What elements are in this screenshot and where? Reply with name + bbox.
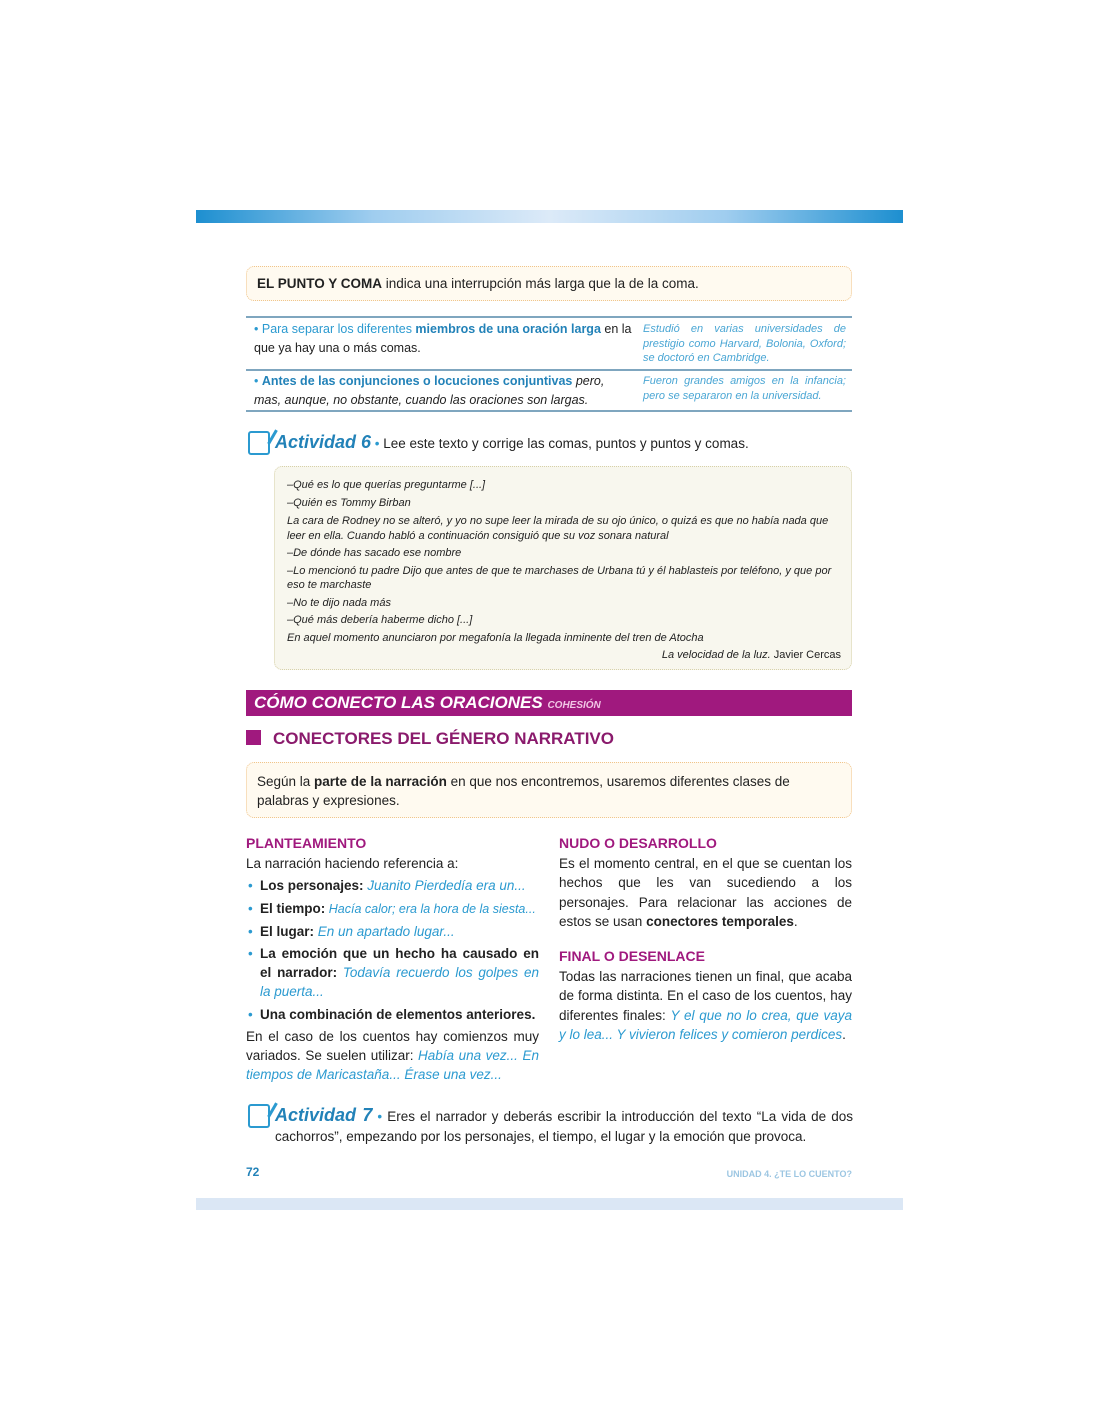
divider bbox=[246, 316, 852, 318]
punctuation: . bbox=[842, 1026, 846, 1042]
item-label: Los personajes: bbox=[260, 878, 364, 894]
source-author: Javier Cercas bbox=[770, 649, 841, 661]
top-decorative-bar bbox=[196, 210, 903, 223]
quote-source bbox=[287, 647, 841, 665]
nudo-heading: NUDO O DESARROLLO bbox=[559, 835, 717, 851]
rule-1-example: Estudió en varias universidades de prestigio como Harvard, Bolonia, Oxford; se doctoró en Cambridge. bbox=[643, 323, 846, 364]
rule-text: pero, mas, aunque, no obstante, cuando las oraciones son largas. bbox=[254, 374, 605, 407]
definition-term: EL PUNTO Y COMA bbox=[257, 276, 383, 291]
closing-example: Había una vez... En tiempos de Maricastaña... Érase una vez... bbox=[246, 1048, 539, 1083]
quote-line: –Qué es lo que querías preguntarme [...] bbox=[287, 479, 486, 491]
quote-line: –No te dijo nada más bbox=[287, 596, 391, 609]
intro-box bbox=[246, 762, 852, 818]
nudo-body: Es el momento central, en el que se cuentan los hechos que les van sucediendo a los personajes. Para relacionar las acciones de estos se usan bbox=[559, 856, 852, 929]
subsection-title: CONECTORES DEL GÉNERO NARRATIVO bbox=[273, 729, 614, 748]
item-label: El lugar: bbox=[260, 923, 315, 939]
notebook-pencil-icon bbox=[248, 1104, 270, 1128]
intro-key: parte de la narración bbox=[314, 774, 447, 789]
rule-key: Antes de las conjunciones o locuciones conjuntivas bbox=[261, 374, 573, 388]
punctuation: . bbox=[793, 913, 798, 929]
list-item bbox=[246, 1005, 539, 1024]
activity-title: Actividad 6 bbox=[275, 432, 372, 452]
item-example: Todavía recuerdo los golpes en la puerta... bbox=[260, 965, 539, 1000]
item-label: Una combinación de elementos anteriores. bbox=[260, 1006, 536, 1022]
list-item bbox=[246, 899, 539, 919]
list-item bbox=[246, 944, 539, 1002]
quote-line: En aquel momento anunciaron por megafonía la llegada inminente del tren de Atocha bbox=[287, 631, 704, 644]
rule-1: • Para separar los diferentes miembros de una oración larga en la que ya hay una o más comas. bbox=[254, 322, 632, 355]
nudo-text bbox=[559, 854, 852, 931]
section-header bbox=[246, 690, 852, 716]
activity-title: Actividad 7 bbox=[275, 1105, 373, 1125]
final-heading: FINAL O DESENLACE bbox=[559, 948, 705, 965]
planteamiento-column bbox=[246, 834, 539, 1084]
page-number: 72 bbox=[246, 1165, 260, 1179]
nudo-column bbox=[559, 834, 852, 1044]
planteamiento-heading: PLANTEAMIENTO bbox=[246, 835, 367, 851]
quote-line: –Qué más debería haberme dicho [...] bbox=[287, 614, 473, 626]
intro-text: en que nos encontremos, usaremos diferentes clases de palabras y expresiones. bbox=[257, 774, 790, 808]
activity-instruction: Eres el narrador y deberás escribir la introducción del texto “La vida de dos cachorros”, empezando por los personajes, el tiempo, el lugar y la emoción que provoca. bbox=[275, 1109, 853, 1144]
final-body: Todas las narraciones tienen un final, que acaba de forma distinta. En el caso de los cuentos, hay diferentes finales: bbox=[559, 969, 852, 1023]
section-title: CÓMO CONECTO LAS ORACIONES bbox=[254, 693, 543, 712]
notebook-pencil-icon bbox=[248, 431, 270, 455]
item-example: Hacía calor; era la hora de la siesta... bbox=[325, 901, 536, 916]
source-title: La velocidad de la luz. bbox=[661, 649, 771, 661]
subsection-header bbox=[246, 729, 614, 749]
list-item bbox=[246, 876, 539, 895]
item-example: Juanito Pierdedía era un... bbox=[363, 878, 526, 894]
bullet: • bbox=[372, 1109, 388, 1124]
divider bbox=[246, 410, 852, 412]
intro-text: Según la bbox=[257, 774, 315, 789]
unit-label: UNIDAD 4. ¿TE LO CUENTO? bbox=[726, 1169, 852, 1179]
final-example: Y el que no lo crea, que vaya y lo lea... Y vivieron felices y comieron perdices bbox=[559, 1007, 853, 1042]
planteamiento-closing bbox=[246, 1027, 539, 1085]
nudo-key: conectores temporales bbox=[646, 913, 794, 929]
rule-text: Para separar los diferentes bbox=[261, 322, 416, 336]
quote-line: –Lo mencionó tu padre Dijo que antes de que te marchases de Urbana tú y él hablasteis por teléfono, y que por eso te marchaste bbox=[287, 564, 832, 591]
quote-box bbox=[274, 466, 852, 670]
definition-box bbox=[246, 266, 852, 301]
list-item bbox=[246, 922, 539, 941]
rule-2-example: Fueron grandes amigos en la infancia; pero se separaron en la universidad. bbox=[643, 375, 846, 402]
activity-7 bbox=[275, 1105, 853, 1147]
divider bbox=[246, 369, 852, 371]
quote-line: –De dónde has sacado ese nombre bbox=[287, 547, 462, 559]
square-bullet-icon bbox=[246, 730, 261, 745]
rule-text: en la que ya hay una o más comas. bbox=[254, 322, 632, 355]
bullet: • bbox=[371, 436, 384, 451]
definition-text: indica una interrupción más larga que la de la coma. bbox=[382, 276, 699, 291]
activity-instruction: Lee este texto y corrige las comas, puntos y puntos y comas. bbox=[383, 436, 749, 451]
item-label: La emoción que un hecho ha causado en el narrador: bbox=[260, 946, 539, 981]
closing-text: En el caso de los cuentos hay comienzos muy variados. Se suelen utilizar: bbox=[246, 1028, 539, 1064]
final-text bbox=[559, 967, 852, 1044]
planteamiento-lead: La narración haciendo referencia a: bbox=[246, 856, 459, 872]
bottom-decorative-bar bbox=[196, 1198, 903, 1210]
item-example: En un apartado lugar... bbox=[314, 923, 455, 939]
rule-2: • Antes de las conjunciones o locuciones conjuntivas pero, mas, aunque, no obstante, cuando las oraciones son largas. bbox=[254, 374, 605, 407]
rule-key: miembros de una oración larga bbox=[415, 322, 601, 336]
item-label: El tiempo: bbox=[260, 900, 326, 916]
section-tag: COHESIÓN bbox=[547, 700, 601, 711]
activity-6 bbox=[275, 432, 749, 454]
quote-line: –Quién es Tommy Birban bbox=[287, 496, 411, 509]
quote-line: La cara de Rodney no se alteró, y yo no supe leer la mirada de su ojo único, o quizá es que no había nada que leer en ella. Cuando habló a continuación consiguió que su voz sonara natural bbox=[287, 515, 829, 542]
